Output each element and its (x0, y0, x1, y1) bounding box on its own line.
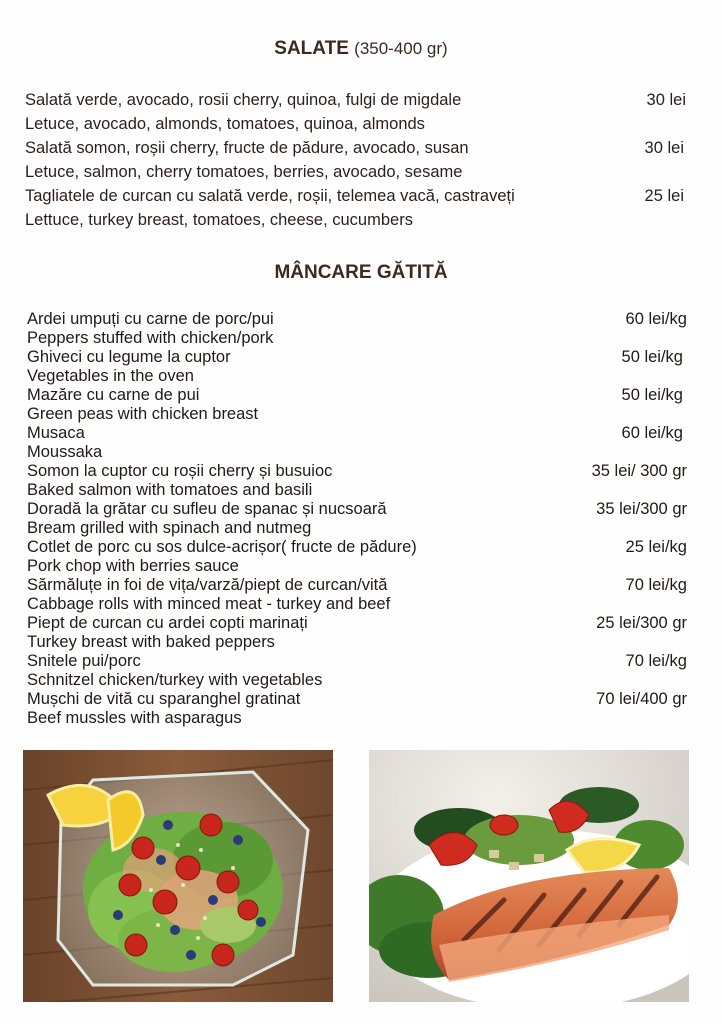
food-11-price: 70 lei/400 gr (596, 690, 687, 708)
food-8-name-en: Cabbage rolls with minced meat - turkey and beef (27, 595, 391, 613)
food-5-price: 35 lei/ 300 gr (591, 462, 687, 480)
food-6-en (27, 519, 687, 538)
food-6-name-ro: Doradă la grătar cu sufleu de spanac și nucsoară (27, 500, 387, 518)
salad-3-ro (25, 184, 690, 208)
food-7-price: 25 lei/kg (625, 538, 687, 556)
food-3-en (27, 405, 687, 424)
food-11-name-en: Beef mussles with asparagus (27, 709, 242, 727)
cooked-food-section-title (0, 262, 722, 284)
food-1-name-ro: Ardei umpuți cu carne de porc/pui (27, 310, 274, 328)
food-9-price: 25 lei/300 gr (596, 614, 687, 632)
salmon-photo (369, 750, 689, 1002)
food-1-en (27, 329, 687, 348)
food-11-en (27, 709, 687, 728)
food-7-en (27, 557, 687, 576)
food-3-name-ro: Mazăre cu carne de pui (27, 386, 200, 404)
food-5-name-ro: Somon la cuptor cu roșii cherry și busuioc (27, 462, 333, 480)
salad-bowl-illustration (23, 750, 333, 1002)
food-4-ro (27, 424, 687, 443)
food-4-en (27, 443, 687, 462)
food-3-name-en: Green peas with chicken breast (27, 405, 259, 423)
food-8-price: 70 lei/kg (625, 576, 687, 594)
salad-3-name-ro: Tagliatele de curcan cu salată verde, roșii, telemea vacă, castraveți (25, 187, 515, 205)
salad-1-name-en: Letuce, avocado, almonds, tomatoes, quinoa, almonds (25, 115, 425, 133)
salad-2-name-ro: Salată somon, roșii cherry, fructe de pădure, avocado, susan (25, 139, 469, 157)
salad-1-en (25, 112, 690, 136)
salad-1-price: 30 lei (646, 91, 686, 109)
salad-1-ro (25, 88, 690, 112)
food-2-name-ro: Ghiveci cu legume la cuptor (27, 348, 231, 366)
salads-section-title (0, 38, 722, 60)
food-9-name-ro: Piept de curcan cu ardei copti marinați (27, 614, 308, 632)
food-4-price: 60 lei/kg (621, 424, 683, 442)
food-6-price: 35 lei/300 gr (596, 500, 687, 518)
food-1-price: 60 lei/kg (625, 310, 687, 328)
salads-title-text: SALATE (274, 38, 349, 59)
cooked-food-list (27, 310, 687, 728)
food-2-price: 50 lei/kg (621, 348, 683, 366)
salad-3-name-en: Lettuce, turkey breast, tomatoes, cheese, cucumbers (25, 211, 413, 229)
salad-3-en (25, 208, 690, 232)
food-5-ro (27, 462, 687, 481)
food-10-ro (27, 652, 687, 671)
food-4-name-ro: Musaca (27, 424, 85, 442)
salads-list (25, 88, 690, 232)
food-8-name-ro: Sărmăluțe in foi de vița/varză/piept de curcan/vită (27, 576, 388, 594)
salad-1-name-ro: Salată verde, avocado, rosii cherry, quinoa, fulgi de migdale (25, 91, 462, 109)
food-1-name-en: Peppers stuffed with chicken/pork (27, 329, 274, 347)
cooked-food-title-text: MÂNCARE GĂTITĂ (274, 262, 448, 283)
food-8-ro (27, 576, 687, 595)
salads-portion: (350-400 gr) (354, 39, 448, 58)
food-10-price: 70 lei/kg (625, 652, 687, 670)
food-8-en (27, 595, 687, 614)
food-9-ro (27, 614, 687, 633)
food-7-ro (27, 538, 687, 557)
food-4-name-en: Moussaka (27, 443, 103, 461)
salad-2-en (25, 160, 690, 184)
salad-2-price: 30 lei (644, 139, 684, 157)
salad-photo (23, 750, 333, 1002)
food-10-name-en: Schnitzel chicken/turkey with vegetables (27, 671, 323, 689)
food-6-name-en: Bream grilled with spinach and nutmeg (27, 519, 312, 537)
food-3-price: 50 lei/kg (621, 386, 683, 404)
food-6-ro (27, 500, 687, 519)
food-5-name-en: Baked salmon with tomatoes and basili (27, 481, 313, 499)
salad-2-ro (25, 136, 690, 160)
food-3-ro (27, 386, 687, 405)
food-9-en (27, 633, 687, 652)
food-10-en (27, 671, 687, 690)
food-7-name-ro: Cotlet de porc cu sos dulce-acrișor( fructe de pădure) (27, 538, 417, 556)
food-5-en (27, 481, 687, 500)
salad-3-price: 25 lei (644, 187, 684, 205)
food-11-name-ro: Mușchi de vită cu sparanghel gratinat (27, 690, 301, 708)
food-9-name-en: Turkey breast with baked peppers (27, 633, 275, 651)
salad-2-name-en: Letuce, salmon, cherry tomatoes, berries, avocado, sesame (25, 163, 463, 181)
food-1-ro (27, 310, 687, 329)
food-2-name-en: Vegetables in the oven (27, 367, 194, 385)
food-11-ro (27, 690, 687, 709)
grilled-salmon-illustration (369, 750, 689, 1002)
food-10-name-ro: Snitele pui/porc (27, 652, 141, 670)
food-2-ro (27, 348, 687, 367)
food-7-name-en: Pork chop with berries sauce (27, 557, 239, 575)
food-2-en (27, 367, 687, 386)
